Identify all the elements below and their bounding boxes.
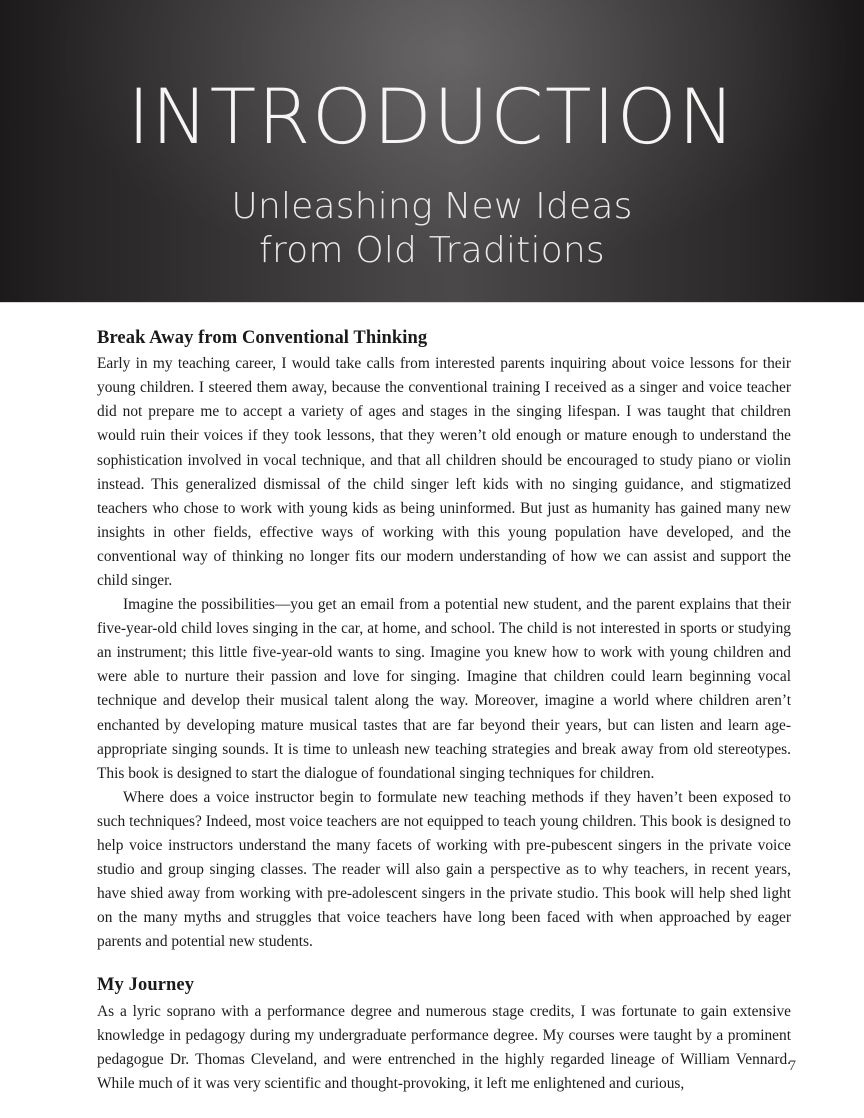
page-number: 7	[788, 1058, 796, 1074]
document-body	[97, 327, 791, 1096]
paragraph: Where does a voice instructor begin to formulate new teaching methods if they haven’t been exposed to such techniques? Indeed, most voice teachers are not equipped to teach young children. This book is designed to help voice instructors understand the many facets of working with pre-pubescent singers in the private voice studio and group singing classes. The reader will also gain a perspective as to why teachers, in recent years, have shied away from working with pre-adolescent singers in the private studio. This book will help shed light on the many myths and struggles that voice teachers have long been faced with when approached by eager parents and potential new students.	[97, 788, 791, 951]
page-title: INTRODUCTION	[127, 72, 737, 161]
chapter-subtitle-line-1: Unleashing New Ideas	[231, 186, 633, 227]
paragraph: Imagine the possibilities—you get an email from a potential new student, and the parent explains that their five-year-old child loves singing in the car, at home, and school. The child is not interested in sports or studying an instrument; this little five-year-old wants to sing. Imagine you knew how to work with young children and were able to nurture their passion and love for singing. Imagine that children could learn beginning vocal technique and develop their musical talent along the way. Moreover, imagine a world where children aren’t enchanted by developing mature musical tastes that are far beyond their years, but can listen and learn age-appropriate singing sounds. It is time to unleash new teaching strategies and break away from old stereotypes. This book is designed to start the dialogue of foundational singing techniques for children.	[97, 596, 791, 782]
chapter-banner-inner	[0, 0, 864, 273]
chapter-subtitle	[0, 155, 864, 273]
paragraph: As a lyric soprano with a performance degree and numerous stage credits, I was fortunate to gain extensive knowledge in pedagogy during my undergraduate performance degree. My courses were taught by a prominent pedagogue Dr. Thomas Cleveland, and were entrenched in the highly regarded lineage of William Vennard. While much of it was very scientific and thought-provoking, it left me enlightened and curious,	[97, 1002, 791, 1092]
paragraph: Early in my teaching career, I would take calls from interested parents inquiring about voice lessons for their young children. I steered them away, because the conventional training I received as a singer and voice teacher did not prepare me to accept a variety of ages and stages in the singing lifespan. I was taught that children would ruin their voices if they took lessons, that they weren’t old enough or mature enough to understand the sophistication involved in vocal technique, and that all children should be encouraged to study piano or violin instead. This generalized dismissal of the child singer left kids with no singing guidance, and stigmatized teachers who chose to work with young kids as being uninformed. But just as humanity has gained many new insights in other fields, effective ways of working with this young population have developed, and the conventional way of thinking no longer fits our modern understanding of how we can assist and support the child singer.	[97, 355, 791, 589]
section-heading-my-journey: My Journey	[97, 975, 195, 996]
section-heading-break-away: Break Away from Conventional Thinking	[97, 328, 428, 348]
chapter-banner	[0, 0, 864, 303]
chapter-subtitle-line-2: from Old Traditions	[259, 229, 605, 271]
